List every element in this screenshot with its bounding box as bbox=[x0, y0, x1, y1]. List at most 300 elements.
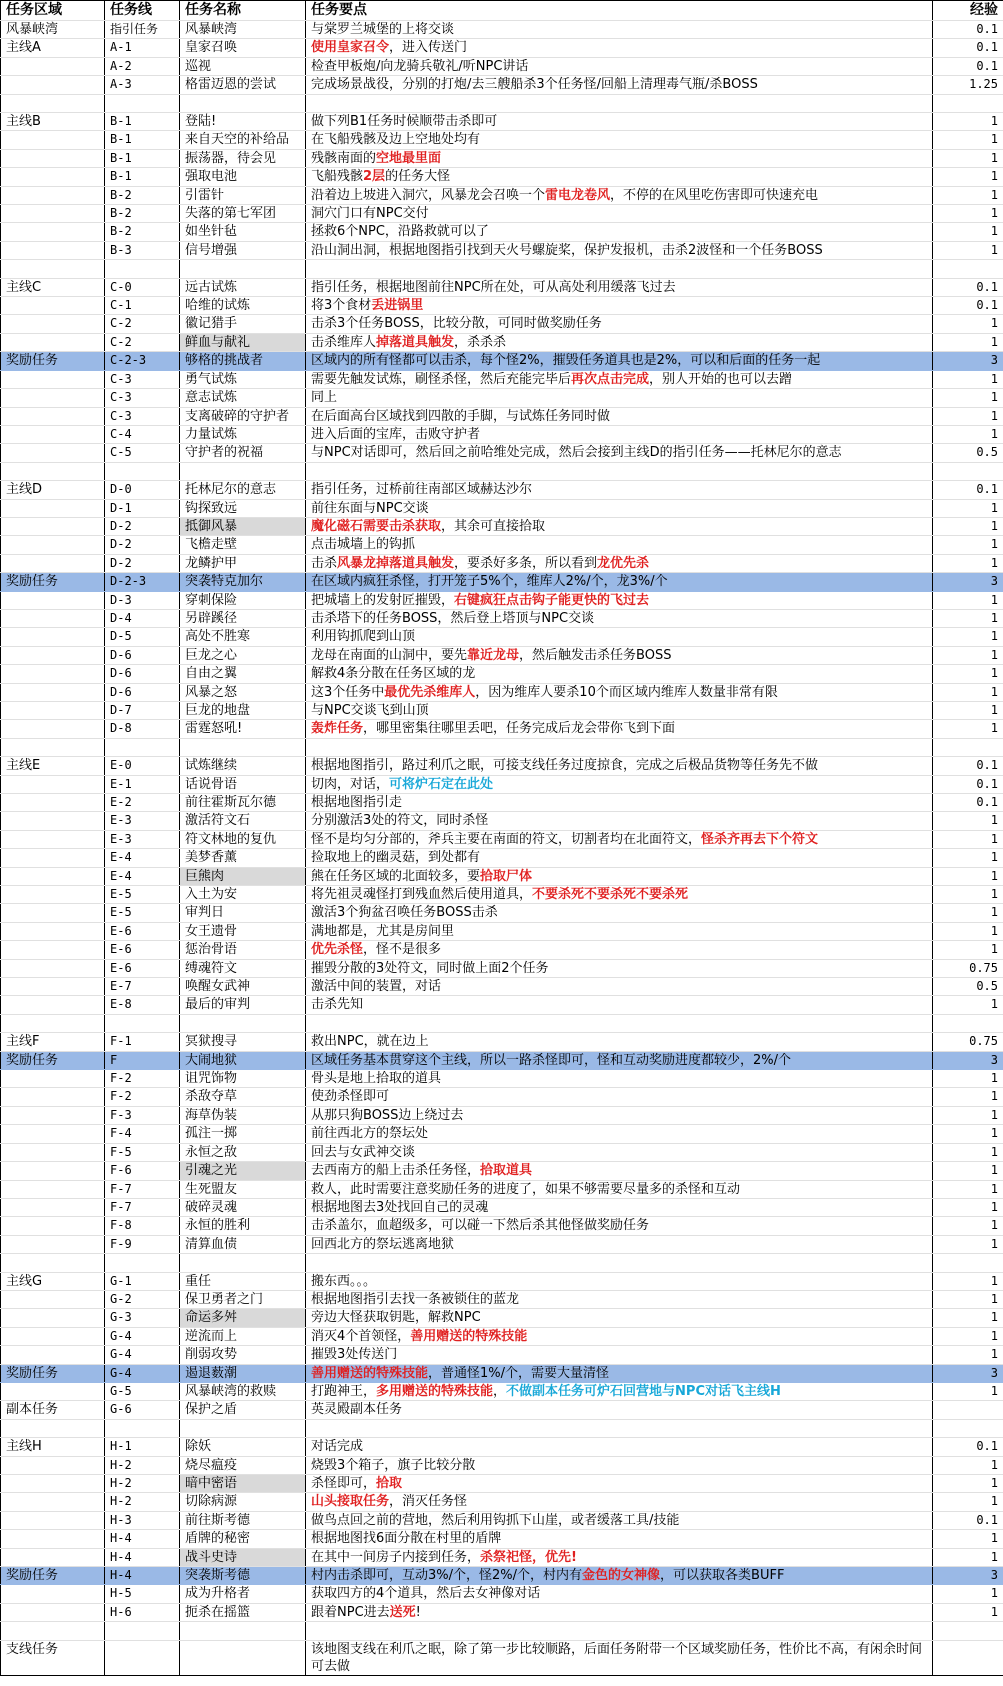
cell-name[interactable]: 重任 bbox=[180, 1272, 306, 1290]
cell-area[interactable] bbox=[1, 499, 105, 517]
cell-points[interactable] bbox=[306, 1419, 933, 1437]
cell-name[interactable]: 自由之翼 bbox=[180, 665, 306, 683]
cell-area[interactable] bbox=[1, 389, 105, 407]
cell-exp[interactable]: 1 bbox=[933, 1088, 1003, 1106]
cell-name[interactable]: 切除病源 bbox=[180, 1493, 306, 1511]
cell-name[interactable]: 削弱攻势 bbox=[180, 1346, 306, 1364]
cell-code[interactable]: F-7 bbox=[105, 1180, 180, 1198]
cell-exp[interactable] bbox=[933, 1014, 1003, 1032]
cell-area[interactable]: 主线C bbox=[1, 278, 105, 296]
cell-code[interactable]: F-1 bbox=[105, 1033, 180, 1051]
cell-points[interactable] bbox=[306, 517, 933, 535]
cell-exp[interactable]: 1 bbox=[933, 1346, 1003, 1364]
cell-area[interactable] bbox=[1, 1217, 105, 1235]
cell-points[interactable] bbox=[306, 499, 933, 517]
cell-code[interactable]: G-3 bbox=[105, 1309, 180, 1327]
cell-name[interactable]: 符文林地的复仇 bbox=[180, 830, 306, 848]
cell-code[interactable]: C-5 bbox=[105, 444, 180, 462]
cell-name[interactable]: 引魂之光 bbox=[180, 1162, 306, 1180]
cell-points[interactable] bbox=[306, 94, 933, 112]
cell-name[interactable]: 试炼继续 bbox=[180, 757, 306, 775]
cell-code[interactable] bbox=[105, 1622, 180, 1640]
cell-name[interactable]: 女王遗骨 bbox=[180, 922, 306, 940]
cell-area[interactable] bbox=[1, 205, 105, 223]
cell-code[interactable]: D-2-3 bbox=[105, 573, 180, 591]
cell-exp[interactable]: 1 bbox=[933, 830, 1003, 848]
cell-name[interactable]: 诅咒饰物 bbox=[180, 1070, 306, 1088]
cell-points[interactable] bbox=[306, 978, 933, 996]
cell-area[interactable] bbox=[1, 794, 105, 812]
cell-exp[interactable]: 1 bbox=[933, 683, 1003, 701]
cell-name[interactable]: 雷霆怒吼! bbox=[180, 720, 306, 738]
cell-points[interactable] bbox=[306, 812, 933, 830]
cell-code[interactable]: H-6 bbox=[105, 1603, 180, 1621]
cell-name[interactable]: 破碎灵魂 bbox=[180, 1198, 306, 1216]
cell-exp[interactable]: 1 bbox=[933, 1143, 1003, 1161]
cell-exp[interactable]: 1 bbox=[933, 333, 1003, 351]
cell-code[interactable]: H-3 bbox=[105, 1511, 180, 1529]
cell-code[interactable]: H-4 bbox=[105, 1548, 180, 1566]
cell-area[interactable] bbox=[1, 1143, 105, 1161]
cell-name[interactable]: 大闹地狱 bbox=[180, 1051, 306, 1069]
cell-points[interactable] bbox=[306, 462, 933, 480]
cell-name[interactable]: 生死盟友 bbox=[180, 1180, 306, 1198]
cell-exp[interactable]: 1 bbox=[933, 904, 1003, 922]
cell-exp[interactable]: 1 bbox=[933, 701, 1003, 719]
cell-points[interactable] bbox=[306, 315, 933, 333]
cell-exp[interactable]: 1 bbox=[933, 720, 1003, 738]
cell-points[interactable] bbox=[306, 922, 933, 940]
cell-code[interactable]: D-6 bbox=[105, 646, 180, 664]
cell-code[interactable]: D-8 bbox=[105, 720, 180, 738]
cell-area[interactable] bbox=[1, 260, 105, 278]
cell-name[interactable]: 惩治骨语 bbox=[180, 941, 306, 959]
cell-code[interactable]: F-9 bbox=[105, 1235, 180, 1253]
cell-exp[interactable]: 0.1 bbox=[933, 297, 1003, 315]
cell-points[interactable] bbox=[306, 370, 933, 388]
cell-code[interactable]: A-3 bbox=[105, 76, 180, 94]
cell-exp[interactable]: 1 bbox=[933, 554, 1003, 572]
cell-area[interactable] bbox=[1, 1106, 105, 1124]
cell-exp[interactable]: 1 bbox=[933, 1272, 1003, 1290]
cell-exp[interactable]: 1 bbox=[933, 1456, 1003, 1474]
cell-area[interactable] bbox=[1, 683, 105, 701]
cell-code[interactable]: C-2 bbox=[105, 315, 180, 333]
cell-exp[interactable]: 0.1 bbox=[933, 21, 1003, 39]
cell-name[interactable]: 美梦香薰 bbox=[180, 849, 306, 867]
cell-exp[interactable]: 1 bbox=[933, 591, 1003, 609]
cell-exp[interactable]: 1 bbox=[933, 389, 1003, 407]
cell-code[interactable]: B-1 bbox=[105, 131, 180, 149]
cell-exp[interactable] bbox=[933, 1622, 1003, 1640]
cell-exp[interactable]: 1 bbox=[933, 1309, 1003, 1327]
cell-name[interactable]: 永恒之敌 bbox=[180, 1143, 306, 1161]
cell-points[interactable] bbox=[306, 867, 933, 885]
cell-code[interactable]: H-1 bbox=[105, 1438, 180, 1456]
cell-points[interactable] bbox=[306, 1382, 933, 1400]
cell-code[interactable]: A-2 bbox=[105, 57, 180, 75]
cell-exp[interactable]: 1 bbox=[933, 1585, 1003, 1603]
cell-area[interactable] bbox=[1, 94, 105, 112]
cell-code[interactable]: G-2 bbox=[105, 1290, 180, 1308]
cell-name[interactable]: 唤醒女武神 bbox=[180, 978, 306, 996]
cell-area[interactable] bbox=[1, 462, 105, 480]
cell-exp[interactable]: 3 bbox=[933, 1364, 1003, 1382]
cell-name[interactable]: 强取电池 bbox=[180, 168, 306, 186]
cell-exp[interactable]: 1 bbox=[933, 1106, 1003, 1124]
cell-name[interactable]: 徽记猎手 bbox=[180, 315, 306, 333]
cell-exp[interactable]: 1 bbox=[933, 1070, 1003, 1088]
cell-area[interactable] bbox=[1, 1070, 105, 1088]
cell-name[interactable] bbox=[180, 1014, 306, 1032]
cell-exp[interactable]: 1 bbox=[933, 536, 1003, 554]
cell-name[interactable] bbox=[180, 260, 306, 278]
cell-name[interactable]: 命运多舛 bbox=[180, 1309, 306, 1327]
cell-name[interactable]: 穿刺保险 bbox=[180, 591, 306, 609]
cell-name[interactable]: 烧尽瘟疫 bbox=[180, 1456, 306, 1474]
cell-area[interactable]: 主线D bbox=[1, 481, 105, 499]
cell-area[interactable] bbox=[1, 425, 105, 443]
cell-exp[interactable]: 1 bbox=[933, 849, 1003, 867]
cell-name[interactable]: 登陆! bbox=[180, 113, 306, 131]
cell-exp[interactable]: 1 bbox=[933, 812, 1003, 830]
cell-exp[interactable]: 0.1 bbox=[933, 794, 1003, 812]
cell-area[interactable] bbox=[1, 959, 105, 977]
cell-name[interactable]: 风暴之怒 bbox=[180, 683, 306, 701]
cell-points[interactable] bbox=[306, 168, 933, 186]
cell-exp[interactable]: 1 bbox=[933, 168, 1003, 186]
cell-area[interactable] bbox=[1, 241, 105, 259]
cell-exp[interactable] bbox=[933, 260, 1003, 278]
cell-code[interactable]: C-2 bbox=[105, 333, 180, 351]
cell-exp[interactable]: 1 bbox=[933, 1198, 1003, 1216]
cell-area[interactable]: 风暴峡湾 bbox=[1, 21, 105, 39]
cell-name[interactable]: 托林尼尔的意志 bbox=[180, 481, 306, 499]
cell-name[interactable]: 清算血债 bbox=[180, 1235, 306, 1253]
cell-points[interactable] bbox=[306, 241, 933, 259]
cell-points[interactable] bbox=[306, 21, 933, 39]
cell-area[interactable] bbox=[1, 941, 105, 959]
cell-code[interactable] bbox=[105, 738, 180, 756]
cell-exp[interactable]: 0.5 bbox=[933, 978, 1003, 996]
cell-name[interactable]: 高处不胜寒 bbox=[180, 628, 306, 646]
cell-code[interactable]: F-8 bbox=[105, 1217, 180, 1235]
cell-name[interactable]: 巨熊肉 bbox=[180, 867, 306, 885]
cell-area[interactable] bbox=[1, 830, 105, 848]
cell-exp[interactable]: 1 bbox=[933, 1125, 1003, 1143]
cell-area[interactable] bbox=[1, 1474, 105, 1492]
cell-points[interactable] bbox=[306, 646, 933, 664]
cell-area[interactable] bbox=[1, 1125, 105, 1143]
cell-code[interactable]: C-2-3 bbox=[105, 352, 180, 370]
cell-exp[interactable]: 0.1 bbox=[933, 1511, 1003, 1529]
cell-code[interactable]: D-4 bbox=[105, 609, 180, 627]
cell-points[interactable] bbox=[306, 554, 933, 572]
cell-points[interactable] bbox=[306, 757, 933, 775]
cell-points[interactable] bbox=[306, 794, 933, 812]
cell-exp[interactable]: 1 bbox=[933, 1493, 1003, 1511]
cell-points[interactable] bbox=[306, 1106, 933, 1124]
cell-area[interactable] bbox=[1, 536, 105, 554]
cell-points[interactable] bbox=[306, 628, 933, 646]
cell-area[interactable] bbox=[1, 1622, 105, 1640]
cell-area[interactable] bbox=[1, 1309, 105, 1327]
cell-code[interactable]: G-4 bbox=[105, 1346, 180, 1364]
cell-name[interactable]: 杀敌夺草 bbox=[180, 1088, 306, 1106]
cell-exp[interactable]: 1 bbox=[933, 1180, 1003, 1198]
cell-exp[interactable]: 1 bbox=[933, 499, 1003, 517]
cell-points[interactable] bbox=[306, 1401, 933, 1419]
cell-name[interactable]: 力量试炼 bbox=[180, 425, 306, 443]
cell-name[interactable] bbox=[180, 462, 306, 480]
header-points[interactable]: 任务要点 bbox=[306, 1, 933, 21]
cell-exp[interactable]: 1 bbox=[933, 1382, 1003, 1400]
cell-area[interactable]: 奖励任务 bbox=[1, 1051, 105, 1069]
cell-points[interactable] bbox=[306, 1180, 933, 1198]
cell-area[interactable] bbox=[1, 315, 105, 333]
cell-code[interactable]: E-6 bbox=[105, 959, 180, 977]
cell-area[interactable] bbox=[1, 665, 105, 683]
cell-name[interactable]: 前往斯考德 bbox=[180, 1511, 306, 1529]
cell-area[interactable] bbox=[1, 1346, 105, 1364]
cell-exp[interactable]: 0.1 bbox=[933, 481, 1003, 499]
cell-points[interactable] bbox=[306, 131, 933, 149]
cell-points[interactable] bbox=[306, 701, 933, 719]
cell-points[interactable] bbox=[306, 297, 933, 315]
cell-code[interactable]: C-3 bbox=[105, 389, 180, 407]
cell-area[interactable] bbox=[1, 444, 105, 462]
cell-points[interactable] bbox=[306, 444, 933, 462]
cell-points[interactable] bbox=[306, 1235, 933, 1253]
cell-area[interactable] bbox=[1, 370, 105, 388]
cell-code[interactable] bbox=[105, 1419, 180, 1437]
cell-code[interactable]: B-1 bbox=[105, 113, 180, 131]
cell-exp[interactable]: 1 bbox=[933, 517, 1003, 535]
cell-exp[interactable] bbox=[933, 1419, 1003, 1437]
cell-points[interactable] bbox=[306, 260, 933, 278]
cell-area[interactable] bbox=[1, 76, 105, 94]
cell-area[interactable] bbox=[1, 297, 105, 315]
cell-points[interactable] bbox=[306, 1198, 933, 1216]
cell-code[interactable]: E-3 bbox=[105, 830, 180, 848]
cell-area[interactable] bbox=[1, 922, 105, 940]
cell-area[interactable]: 副本任务 bbox=[1, 1401, 105, 1419]
cell-code[interactable]: C-0 bbox=[105, 278, 180, 296]
cell-area[interactable] bbox=[1, 517, 105, 535]
cell-exp[interactable]: 0.5 bbox=[933, 444, 1003, 462]
cell-points[interactable] bbox=[306, 1474, 933, 1492]
cell-points[interactable] bbox=[306, 1511, 933, 1529]
cell-name[interactable]: 话说骨语 bbox=[180, 775, 306, 793]
cell-exp[interactable]: 1 bbox=[933, 407, 1003, 425]
cell-name[interactable]: 扼杀在摇篮 bbox=[180, 1603, 306, 1621]
cell-code[interactable]: E-6 bbox=[105, 922, 180, 940]
cell-name[interactable]: 钩探致远 bbox=[180, 499, 306, 517]
cell-area[interactable] bbox=[1, 1088, 105, 1106]
cell-name[interactable]: 巨龙的地盘 bbox=[180, 701, 306, 719]
cell-code[interactable]: F-6 bbox=[105, 1162, 180, 1180]
cell-exp[interactable]: 1 bbox=[933, 665, 1003, 683]
cell-code[interactable]: E-1 bbox=[105, 775, 180, 793]
cell-points[interactable] bbox=[306, 205, 933, 223]
cell-name[interactable]: 缚魂符文 bbox=[180, 959, 306, 977]
cell-name[interactable]: 孤注一掷 bbox=[180, 1125, 306, 1143]
cell-area[interactable] bbox=[1, 775, 105, 793]
cell-points[interactable] bbox=[306, 1603, 933, 1621]
cell-code[interactable]: E-4 bbox=[105, 849, 180, 867]
cell-name[interactable]: 激活符文石 bbox=[180, 812, 306, 830]
cell-points[interactable] bbox=[306, 333, 933, 351]
cell-exp[interactable]: 1 bbox=[933, 867, 1003, 885]
cell-points[interactable] bbox=[306, 1456, 933, 1474]
cell-code[interactable]: B-1 bbox=[105, 149, 180, 167]
cell-exp[interactable]: 1 bbox=[933, 1474, 1003, 1492]
cell-name[interactable]: 巡视 bbox=[180, 57, 306, 75]
cell-code[interactable]: D-2 bbox=[105, 517, 180, 535]
cell-points[interactable] bbox=[306, 223, 933, 241]
cell-exp[interactable]: 3 bbox=[933, 1051, 1003, 1069]
cell-area[interactable] bbox=[1, 223, 105, 241]
cell-exp[interactable]: 1 bbox=[933, 1603, 1003, 1621]
cell-code[interactable]: F-4 bbox=[105, 1125, 180, 1143]
cell-exp[interactable]: 1 bbox=[933, 1217, 1003, 1235]
cell-points[interactable] bbox=[306, 1070, 933, 1088]
cell-exp[interactable]: 3 bbox=[933, 352, 1003, 370]
cell-area[interactable] bbox=[1, 867, 105, 885]
cell-code[interactable]: E-0 bbox=[105, 757, 180, 775]
cell-exp[interactable]: 1 bbox=[933, 1235, 1003, 1253]
cell-name[interactable]: 勇气试炼 bbox=[180, 370, 306, 388]
cell-name[interactable]: 引雷针 bbox=[180, 186, 306, 204]
cell-code[interactable]: E-2 bbox=[105, 794, 180, 812]
cell-code[interactable]: E-3 bbox=[105, 812, 180, 830]
cell-area[interactable] bbox=[1, 646, 105, 664]
cell-area[interactable] bbox=[1, 1327, 105, 1345]
cell-name[interactable]: 突袭特克加尔 bbox=[180, 573, 306, 591]
cell-code[interactable]: A-1 bbox=[105, 39, 180, 57]
cell-area[interactable] bbox=[1, 609, 105, 627]
cell-points[interactable] bbox=[306, 886, 933, 904]
cell-points[interactable] bbox=[306, 481, 933, 499]
cell-name[interactable] bbox=[180, 1622, 306, 1640]
cell-area[interactable]: 主线E bbox=[1, 757, 105, 775]
cell-area[interactable] bbox=[1, 1198, 105, 1216]
cell-code[interactable]: G-1 bbox=[105, 1272, 180, 1290]
cell-area[interactable] bbox=[1, 812, 105, 830]
cell-exp[interactable]: 1 bbox=[933, 370, 1003, 388]
cell-code[interactable]: E-5 bbox=[105, 904, 180, 922]
cell-exp[interactable]: 1 bbox=[933, 315, 1003, 333]
cell-exp[interactable]: 1 bbox=[933, 1530, 1003, 1548]
cell-area[interactable] bbox=[1, 628, 105, 646]
cell-points[interactable] bbox=[306, 573, 933, 591]
cell-area[interactable]: 主线A bbox=[1, 39, 105, 57]
cell-code[interactable]: C-3 bbox=[105, 370, 180, 388]
cell-exp[interactable]: 1 bbox=[933, 223, 1003, 241]
cell-name[interactable]: 远古试炼 bbox=[180, 278, 306, 296]
cell-points[interactable] bbox=[306, 186, 933, 204]
cell-exp[interactable] bbox=[933, 1640, 1003, 1675]
cell-name[interactable] bbox=[180, 94, 306, 112]
cell-area[interactable] bbox=[1, 131, 105, 149]
cell-code[interactable]: G-5 bbox=[105, 1382, 180, 1400]
cell-area[interactable] bbox=[1, 1585, 105, 1603]
cell-exp[interactable]: 1 bbox=[933, 241, 1003, 259]
cell-code[interactable] bbox=[105, 1640, 180, 1675]
cell-exp[interactable] bbox=[933, 1254, 1003, 1272]
cell-points[interactable] bbox=[306, 149, 933, 167]
cell-exp[interactable]: 0.1 bbox=[933, 57, 1003, 75]
cell-points[interactable] bbox=[306, 1585, 933, 1603]
cell-points[interactable] bbox=[306, 591, 933, 609]
cell-name[interactable]: 盾牌的秘密 bbox=[180, 1530, 306, 1548]
cell-area[interactable] bbox=[1, 591, 105, 609]
cell-area[interactable] bbox=[1, 1290, 105, 1308]
cell-code[interactable]: F-3 bbox=[105, 1106, 180, 1124]
cell-points[interactable] bbox=[306, 278, 933, 296]
cell-exp[interactable]: 1 bbox=[933, 425, 1003, 443]
cell-code[interactable]: H-2 bbox=[105, 1474, 180, 1492]
cell-points[interactable] bbox=[306, 1088, 933, 1106]
cell-points[interactable] bbox=[306, 1217, 933, 1235]
cell-name[interactable]: 逆流而上 bbox=[180, 1327, 306, 1345]
cell-name[interactable]: 龙鳞护甲 bbox=[180, 554, 306, 572]
cell-points[interactable] bbox=[306, 959, 933, 977]
cell-area[interactable] bbox=[1, 57, 105, 75]
cell-code[interactable]: D-6 bbox=[105, 665, 180, 683]
cell-points[interactable] bbox=[306, 536, 933, 554]
cell-code[interactable] bbox=[105, 1014, 180, 1032]
cell-area[interactable] bbox=[1, 1511, 105, 1529]
cell-name[interactable] bbox=[180, 738, 306, 756]
cell-exp[interactable]: 0.1 bbox=[933, 278, 1003, 296]
cell-area[interactable]: 奖励任务 bbox=[1, 1364, 105, 1382]
cell-points[interactable] bbox=[306, 1290, 933, 1308]
cell-code[interactable]: B-2 bbox=[105, 205, 180, 223]
cell-name[interactable]: 保卫勇者之门 bbox=[180, 1290, 306, 1308]
cell-exp[interactable] bbox=[933, 462, 1003, 480]
cell-points[interactable] bbox=[306, 425, 933, 443]
cell-area[interactable]: 主线F bbox=[1, 1033, 105, 1051]
cell-points[interactable] bbox=[306, 775, 933, 793]
cell-code[interactable]: E-7 bbox=[105, 978, 180, 996]
cell-code[interactable]: H-4 bbox=[105, 1530, 180, 1548]
cell-exp[interactable]: 0.1 bbox=[933, 757, 1003, 775]
cell-area[interactable] bbox=[1, 978, 105, 996]
cell-points[interactable] bbox=[306, 352, 933, 370]
cell-area[interactable] bbox=[1, 554, 105, 572]
cell-code[interactable]: D-1 bbox=[105, 499, 180, 517]
cell-points[interactable] bbox=[306, 609, 933, 627]
cell-name[interactable]: 格雷迈恩的尝试 bbox=[180, 76, 306, 94]
cell-area[interactable]: 主线H bbox=[1, 1438, 105, 1456]
cell-points[interactable] bbox=[306, 1327, 933, 1345]
cell-name[interactable]: 海草伪装 bbox=[180, 1106, 306, 1124]
cell-code[interactable]: C-4 bbox=[105, 425, 180, 443]
cell-code[interactable]: B-1 bbox=[105, 168, 180, 186]
cell-area[interactable] bbox=[1, 1382, 105, 1400]
cell-exp[interactable] bbox=[933, 94, 1003, 112]
cell-code[interactable]: C-3 bbox=[105, 407, 180, 425]
cell-code[interactable]: G-4 bbox=[105, 1327, 180, 1345]
cell-name[interactable]: 最后的审判 bbox=[180, 996, 306, 1014]
cell-name[interactable]: 风暴峡湾 bbox=[180, 21, 306, 39]
cell-exp[interactable]: 1 bbox=[933, 922, 1003, 940]
cell-name[interactable]: 失落的第七军团 bbox=[180, 205, 306, 223]
cell-area[interactable] bbox=[1, 333, 105, 351]
cell-name[interactable]: 鲜血与献礼 bbox=[180, 333, 306, 351]
cell-exp[interactable] bbox=[933, 1401, 1003, 1419]
